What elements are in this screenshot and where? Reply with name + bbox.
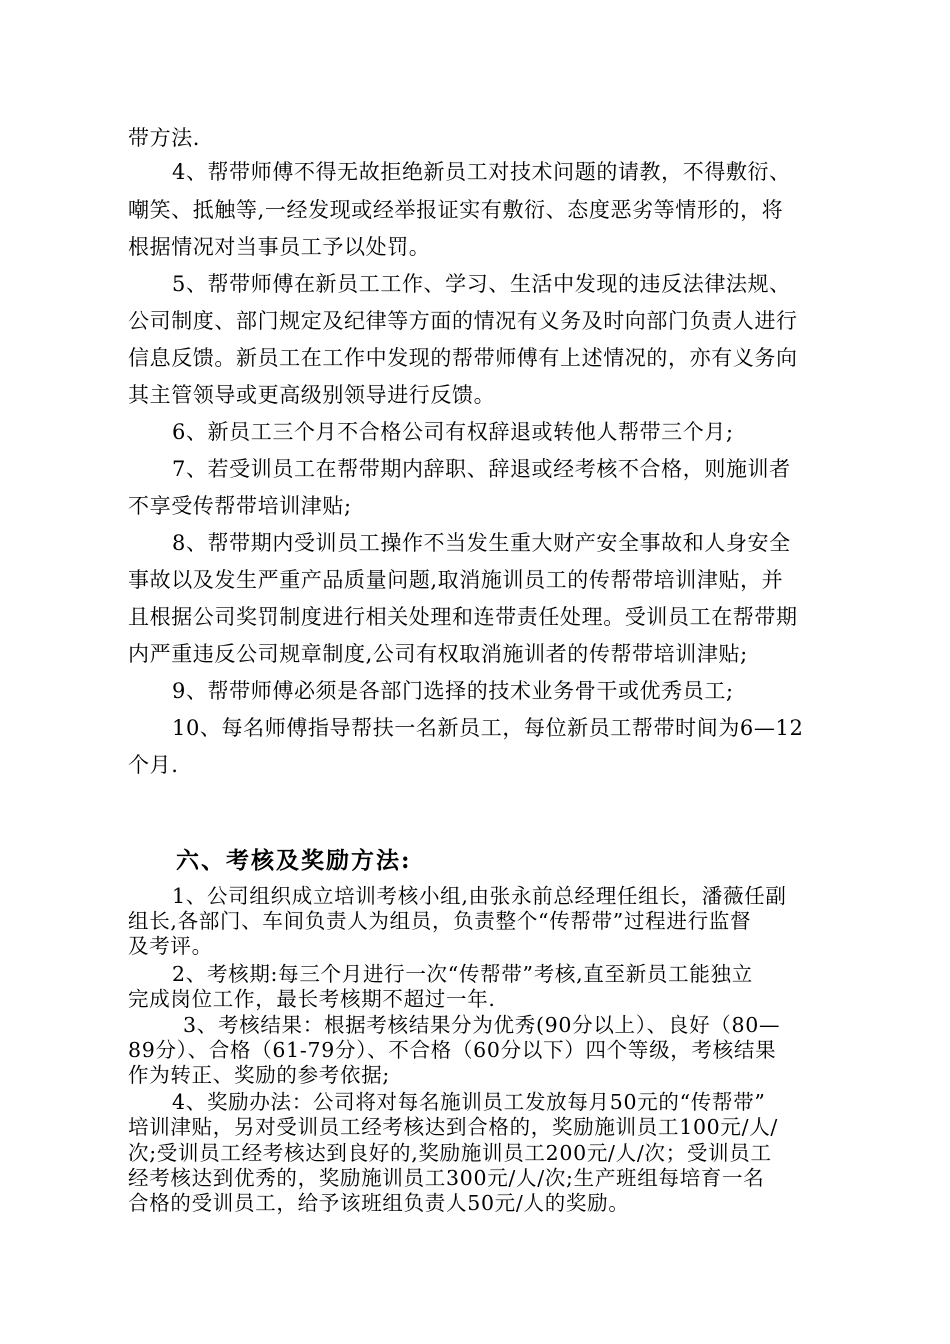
paragraph-item-4: 4、奖励办法：公司将对每名施训员工发放每月50元的“传帮带” [172,1090,766,1114]
text-line: 经考核达到优秀的，奖励施训员工300元/人/次;生产班组每培育一名 [128,1166,765,1190]
paragraph-item-10: 10、每名师傅指导帮扶一名新员工，每位新员工帮带时间为6—12 [172,716,804,740]
paragraph-item-1: 1、公司组织成立培训考核小组,由张永前总经理任组长，潘薇任副 [172,884,787,908]
text-line: 嘲笑、抵触等,一经发现或经举报证实有敷衍、态度恶劣等情形的，将 [128,198,784,222]
text-line: 作为转正、奖励的参考依据; [128,1063,391,1087]
text-line: 公司制度、部门规定及纪律等方面的情况有义务及时向部门负责人进行 [128,309,798,333]
paragraph-item-7: 7、若受训员工在帮带期内辞职、辞退或经考核不合格，则施训者 [172,457,791,481]
paragraph-item-2: 2、考核期:每三个月进行一次“传帮带”考核,直至新员工能独立 [172,962,753,986]
text-line: 培训津贴，另对受训员工经考核达到合格的，奖励施训员工100元/人/ [128,1115,779,1139]
text-line: 其主管领导或更高级别领导进行反馈。 [128,383,496,407]
text-line: 及考评。 [128,934,213,958]
paragraph-item-4: 4、帮带师傅不得无故拒绝新员工对技术问题的请教，不得敷衍、 [172,160,791,184]
text-line: 根据情况对当事员工予以处罚。 [128,235,431,259]
text-line: 组长,各部门、车间负责人为组员，负责整个“传帮带”过程进行监督 [128,909,752,933]
text-line: 不享受传帮带培训津贴; [128,494,352,518]
section-heading: 六、考核及奖励方法: [176,847,412,874]
paragraph-item-5: 5、帮带师傅在新员工工作、学习、生活中发现的违反法律法规、 [172,272,791,296]
text-line: 完成岗位工作，最长考核期不超过一年. [128,987,496,1011]
text-line: 信息反馈。新员工在工作中发现的帮带师傅有上述情况的，亦有义务向 [128,346,798,370]
text-line: 次;受训员工经考核达到良好的,奖励施训员工200元/人/次；受训员工 [128,1141,772,1165]
paragraph-item-3: 3、考核结果：根据考核结果分为优秀(90分以上）、良好（80— [183,1013,781,1037]
text-line: 且根据公司奖罚制度进行相关处理和连带责任处理。受训员工在帮带期 [128,605,798,629]
paragraph-item-6: 6、新员工三个月不合格公司有权辞退或转他人帮带三个月; [172,420,734,444]
paragraph-item-9: 9、帮带师傅必须是各部门选择的技术业务骨干或优秀员工; [172,679,734,703]
text-line: 合格的受训员工，给予该班组负责人50元/人的奖励。 [128,1191,630,1215]
text-line: 带方法. [128,126,201,150]
text-line: 内严重违反公司规章制度,公司有权取消施训者的传帮带培训津贴; [128,642,748,666]
text-line: 个月. [128,753,179,777]
text-line: 事故以及发生严重产品质量问题,取消施训员工的传帮带培训津贴，并 [128,568,784,592]
text-line: 89分）、合格（61-79分）、不合格（60分以下）四个等级，考核结果 [128,1038,777,1062]
paragraph-item-8: 8、帮带期内受训员工操作不当发生重大财产安全事故和人身安全 [172,531,791,555]
